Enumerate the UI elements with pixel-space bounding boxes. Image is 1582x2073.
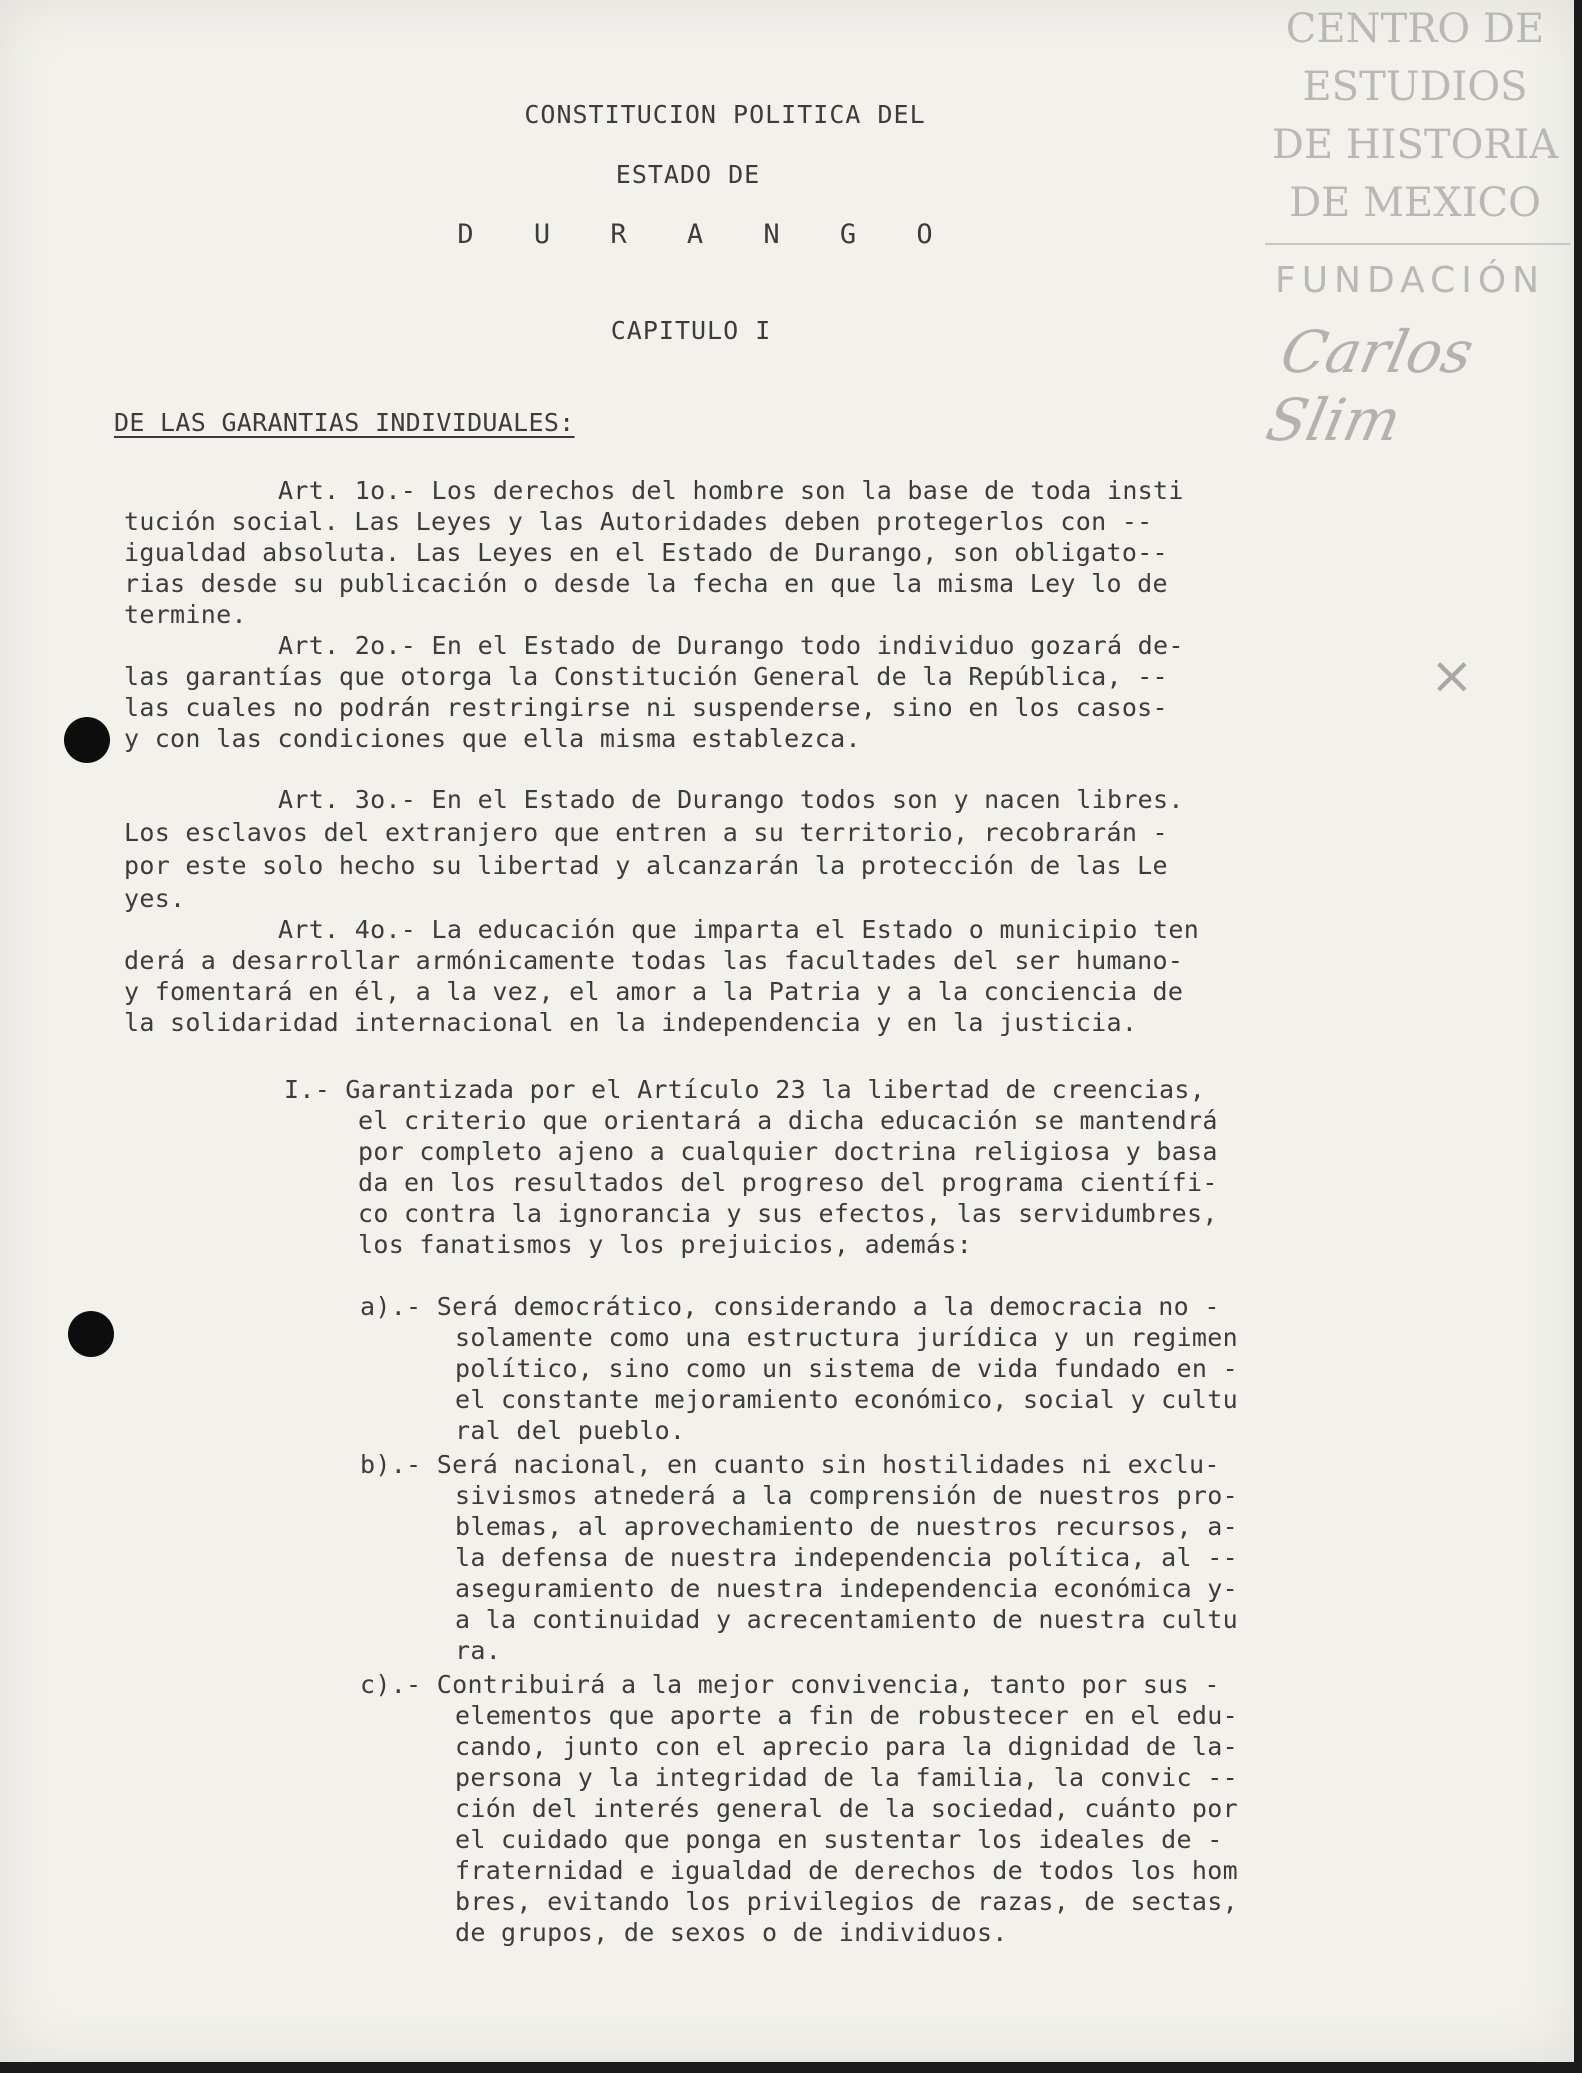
text-line: la defensa de nuestra independencia política, al -- <box>455 1543 1238 1572</box>
watermark-line: DE MEXICO <box>1289 180 1541 226</box>
text-line: Los esclavos del extranjero que entren a su territorio, recobrarán - <box>124 818 1168 847</box>
punch-hole <box>68 1311 114 1357</box>
text-line: Art. 1o.- Los derechos del hombre son la base de toda insti <box>278 476 1184 505</box>
text-line: político, sino como un sistema de vida fundado en - <box>455 1354 1238 1383</box>
title-line-2: ESTADO DE <box>615 160 761 189</box>
text-line: de grupos, de sexos o de individuos. <box>455 1918 1008 1947</box>
text-line: c).- Contribuirá a la mejor convivencia, tanto por sus - <box>360 1670 1220 1699</box>
text-line: bres, evitando los privilegios de razas, de sectas, <box>455 1887 1238 1916</box>
text-line: elementos que aporte a fin de robustecer en el edu- <box>455 1701 1238 1730</box>
text-line: a).- Será democrático, considerando a la democracia no - <box>360 1292 1220 1321</box>
text-line: ra. <box>455 1636 502 1665</box>
text-line: persona y la integridad de la familia, la convic -- <box>455 1763 1238 1792</box>
text-line: da en los resultados del progreso del programa científi- <box>358 1168 1218 1197</box>
watermark-line: DE HISTORIA <box>1271 122 1559 168</box>
text-line: Art. 2o.- En el Estado de Durango todo individuo gozará de- <box>278 631 1184 660</box>
pencil-x-mark: × <box>1430 646 1474 706</box>
chapter-title: CAPITULO I <box>610 316 772 345</box>
text-line: b).- Será nacional, en cuanto sin hostilidades ni exclu- <box>360 1450 1220 1479</box>
text-line: por este solo hecho su libertad y alcanzarán la protección de las Le <box>124 851 1168 880</box>
title-line-1: CONSTITUCION POLITICA DEL <box>524 100 926 129</box>
title-state-name: D U R A N G O <box>457 219 955 250</box>
watermark-line: ESTUDIOS <box>1302 64 1528 110</box>
text-line: las cuales no podrán restringirse ni suspenderse, sino en los casos- <box>124 693 1168 722</box>
text-line: a la continuidad y acrecentamiento de nuestra cultu <box>455 1605 1238 1634</box>
text-line: co contra la ignorancia y sus efectos, las servidumbres, <box>358 1199 1218 1228</box>
text-line: ral del pueblo. <box>455 1416 686 1445</box>
text-line: las garantías que otorga la Constitución General de la República, -- <box>124 662 1168 691</box>
text-line: solamente como una estructura jurídica y un regimen <box>455 1323 1238 1352</box>
text-line: el cuidado que ponga en sustentar los ideales de - <box>455 1825 1223 1854</box>
text-line: por completo ajeno a cualquier doctrina religiosa y basa <box>358 1137 1218 1166</box>
text-line: Art. 3o.- En el Estado de Durango todos son y nacen libres. <box>278 785 1184 814</box>
watermark-fundacion: FUNDACIÓN <box>1275 260 1546 301</box>
text-line: I.- Garantizada por el Artículo 23 la libertad de creencias, <box>284 1075 1206 1104</box>
watermark-line: CENTRO DE <box>1285 6 1545 52</box>
punch-hole <box>64 717 110 763</box>
text-line: igualdad absoluta. Las Leyes en el Estado de Durango, son obligato-- <box>124 538 1168 567</box>
text-line: termine. <box>124 600 247 629</box>
text-line: el criterio que orientará a dicha educación se mantendrá <box>358 1106 1218 1135</box>
text-line: aseguramiento de nuestra independencia económica y- <box>455 1574 1238 1603</box>
text-line: y fomentará en él, a la vez, el amor a la Patria y a la conciencia de <box>124 977 1184 1006</box>
text-line: y con las condiciones que ella misma establezca. <box>124 724 861 753</box>
text-line: yes. <box>124 884 186 913</box>
text-line: la solidaridad internacional en la independencia y en la justicia. <box>124 1008 1138 1037</box>
section-heading: DE LAS GARANTIAS INDIVIDUALES: <box>114 408 575 437</box>
text-line: el constante mejoramiento económico, social y cultu <box>455 1385 1238 1414</box>
text-line: cando, junto con el aprecio para la dignidad de la- <box>455 1732 1238 1761</box>
watermark-divider <box>1265 243 1570 245</box>
text-line: derá a desarrollar armónicamente todas las facultades del ser humano- <box>124 946 1184 975</box>
text-line: sivismos atnederá a la comprensión de nuestros pro- <box>455 1481 1238 1510</box>
text-line: los fanatismos y los prejuicios, además: <box>358 1230 973 1259</box>
text-line: blemas, al aprovechamiento de nuestros recursos, a- <box>455 1512 1238 1541</box>
text-line: ción del interés general de la sociedad, cuánto por <box>455 1794 1238 1823</box>
text-line: tución social. Las Leyes y las Autoridades deben protegerlos con -- <box>124 507 1153 536</box>
text-line: Art. 4o.- La educación que imparta el Estado o municipio ten <box>278 915 1200 944</box>
text-line: fraternidad e igualdad de derechos de todos los hom <box>455 1856 1238 1885</box>
text-line: rias desde su publicación o desde la fecha en que la misma Ley lo de <box>124 569 1168 598</box>
watermark-signature: Carlos Slim <box>1260 318 1480 454</box>
